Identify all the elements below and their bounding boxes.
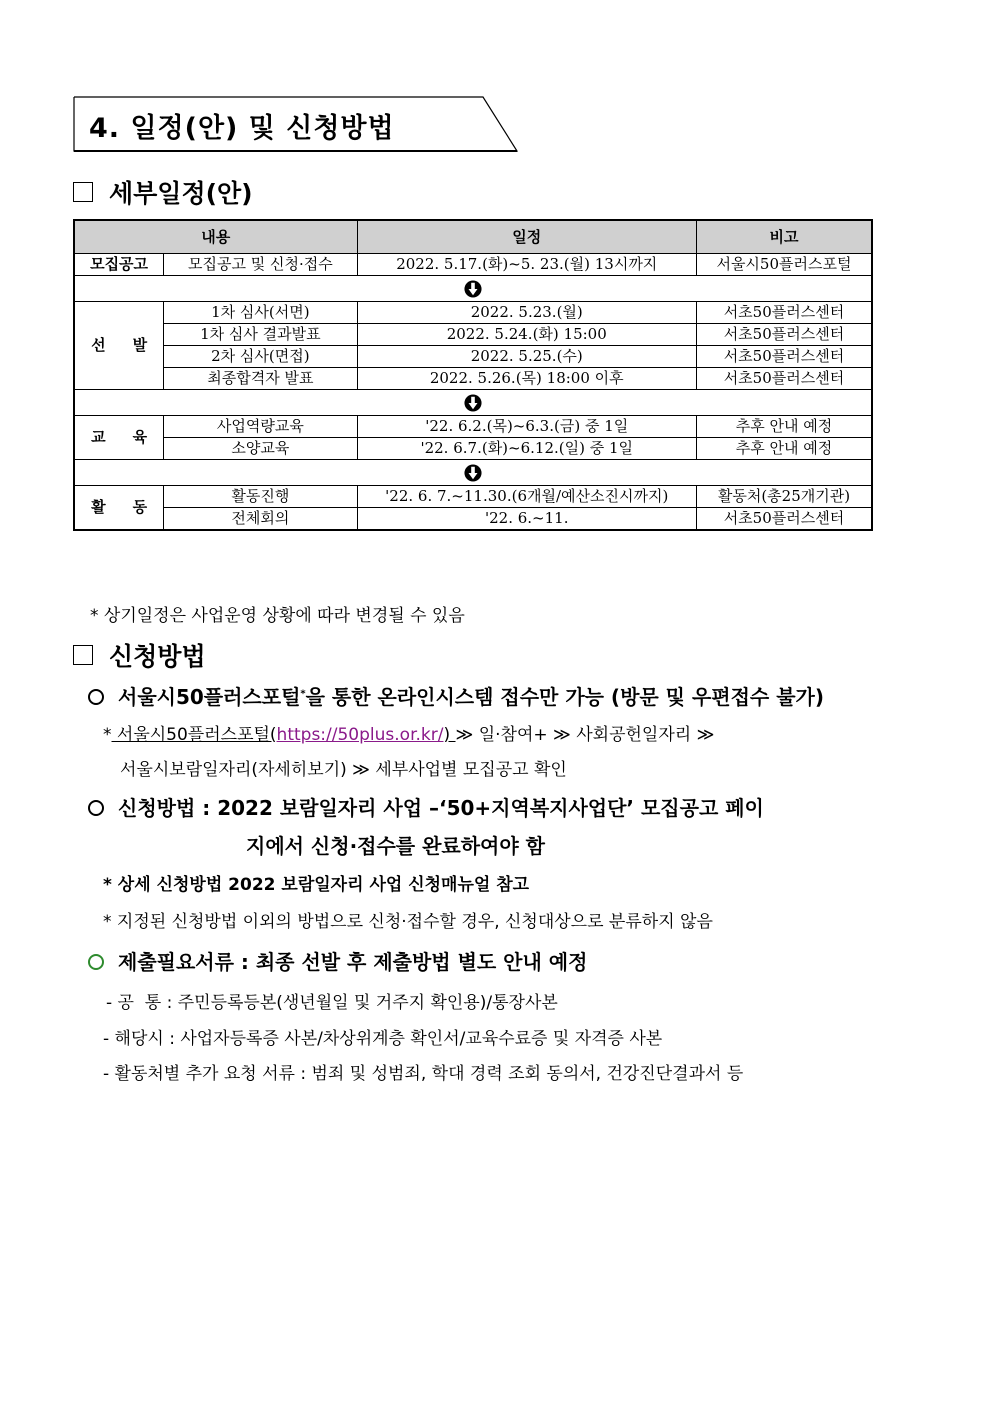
row-note: 서울시50플러스포털 bbox=[696, 254, 872, 276]
section-title: 4. 일정(안) 및 신청방법 bbox=[89, 113, 395, 144]
circle-bullet-icon bbox=[88, 689, 104, 705]
row-note: 추후 안내 예정 bbox=[696, 416, 872, 438]
table-row bbox=[74, 302, 872, 324]
row-date: '22. 6.~11. bbox=[357, 508, 696, 531]
bullet-application-method: 신청방법 : 2022 보람일자리 사업 –‘50+지역복지사업단’ 모집공고 페이 bbox=[88, 792, 764, 821]
table-row bbox=[74, 438, 872, 460]
category-selection: 선 발 bbox=[74, 302, 164, 390]
row-date: 2022. 5.23.(월) bbox=[357, 302, 696, 324]
row-date: 2022. 5.24.(화) 15:00 bbox=[357, 324, 696, 346]
arrow-row bbox=[74, 276, 872, 302]
down-arrow-circle-icon bbox=[464, 280, 482, 298]
application-heading-text: 신청방법 bbox=[109, 642, 206, 671]
document-item-extra: - 활동처별 추가 요청 서류 : 범죄 및 성범죄, 학대 경력 조회 동의서, 건강진단결과서 등 bbox=[103, 1064, 744, 1084]
row-item: 1차 심사(서면) bbox=[164, 302, 357, 324]
row-note: 서초50플러스센터 bbox=[696, 508, 872, 531]
schedule-footnote: * 상기일정은 사업운영 상황에 따라 변경될 수 있음 bbox=[90, 606, 465, 626]
portal-name: 서울시50플러스포털( bbox=[111, 725, 277, 745]
bullet-online-only: 서울시50플러스포털*을 통한 온라인시스템 접수만 가능 (방문 및 우편접수 불가) bbox=[88, 681, 824, 710]
arrow-cell bbox=[74, 276, 872, 302]
row-item: 소양교육 bbox=[164, 438, 357, 460]
row-item: 2차 심사(면접) bbox=[164, 346, 357, 368]
row-item: 모집공고 및 신청·접수 bbox=[164, 254, 357, 276]
schedule-table bbox=[73, 219, 873, 531]
table-row bbox=[74, 324, 872, 346]
table-row bbox=[74, 346, 872, 368]
row-date: 2022. 5.25.(수) bbox=[357, 346, 696, 368]
checkbox-square-icon bbox=[73, 645, 93, 665]
column-header-schedule: 일정 bbox=[357, 220, 696, 254]
arrow-row bbox=[74, 390, 872, 416]
checkbox-square-icon bbox=[73, 182, 93, 202]
row-date: 2022. 5.26.(목) 18:00 이후 bbox=[357, 368, 696, 390]
column-header-content: 내용 bbox=[74, 220, 357, 254]
application-heading bbox=[73, 637, 206, 673]
circle-bullet-icon bbox=[88, 800, 104, 816]
table-header-row bbox=[74, 220, 872, 254]
row-date: '22. 6.2.(목)~6.3.(금) 중 1일 bbox=[357, 416, 696, 438]
portal-path-note-2: 서울시보람일자리(자세히보기) ≫ 세부사업별 모집공고 확인 bbox=[120, 760, 567, 780]
down-arrow-circle-icon bbox=[464, 464, 482, 482]
row-item: 사업역량교육 bbox=[164, 416, 357, 438]
row-note: 서초50플러스센터 bbox=[696, 302, 872, 324]
bullet-application-method-cont: 지에서 신청·접수를 완료하여야 함 bbox=[246, 834, 545, 858]
portal-link[interactable]: https://50plus.or.kr/ bbox=[276, 725, 444, 745]
arrow-cell bbox=[74, 390, 872, 416]
arrow-row bbox=[74, 460, 872, 486]
bullet-required-documents: 제출필요서류 : 최종 선발 후 제출방법 별도 안내 예정 bbox=[88, 946, 587, 975]
table-row bbox=[74, 486, 872, 508]
row-date: '22. 6. 7.~11.30.(6개월/예산소진시까지) bbox=[357, 486, 696, 508]
row-date: '22. 6.7.(화)~6.12.(일) 중 1일 bbox=[357, 438, 696, 460]
manual-reference-note: * 상세 신청방법 2022 보람일자리 사업 신청매뉴얼 참고 bbox=[103, 875, 530, 895]
schedule-heading-text: 세부일정(안) bbox=[109, 179, 253, 208]
document-item-conditional: - 해당시 : 사업자등록증 사본/차상위계층 확인서/교육수료증 및 자격증 사본 bbox=[103, 1029, 663, 1049]
table-row bbox=[74, 254, 872, 276]
row-note: 서초50플러스센터 bbox=[696, 324, 872, 346]
green-circle-bullet-icon bbox=[88, 954, 104, 970]
table-row bbox=[74, 508, 872, 531]
schedule-heading bbox=[73, 174, 253, 210]
row-note: 추후 안내 예정 bbox=[696, 438, 872, 460]
portal-path-note: * 서울시50플러스포털(https://50plus.or.kr/) ≫ 일·참여+ ≫ 사회공헌일자리 ≫ bbox=[103, 725, 715, 745]
column-header-note: 비고 bbox=[696, 220, 872, 254]
row-item: 1차 심사 결과발표 bbox=[164, 324, 357, 346]
method-warning-note: * 지정된 신청방법 이외의 방법으로 신청·접수할 경우, 신청대상으로 분류하지 않음 bbox=[103, 912, 713, 932]
down-arrow-circle-icon bbox=[464, 394, 482, 412]
portal-path: ≫ 일·참여+ ≫ 사회공헌일자리 ≫ bbox=[455, 725, 715, 745]
arrow-cell bbox=[74, 460, 872, 486]
row-note: 활동처(총25개기관) bbox=[696, 486, 872, 508]
row-note: 서초50플러스센터 bbox=[696, 346, 872, 368]
category-education: 교 육 bbox=[74, 416, 164, 460]
row-date: 2022. 5.17.(화)~5. 23.(월) 13시까지 bbox=[357, 254, 696, 276]
row-note: 서초50플러스센터 bbox=[696, 368, 872, 390]
table-row bbox=[74, 368, 872, 390]
section-header bbox=[73, 96, 518, 152]
row-item: 활동진행 bbox=[164, 486, 357, 508]
row-item: 전체회의 bbox=[164, 508, 357, 531]
row-item: 최종합격자 발표 bbox=[164, 368, 357, 390]
category-recruit: 모집공고 bbox=[74, 254, 164, 276]
document-item-common: - 공 통 : 주민등록등본(생년월일 및 거주지 확인용)/통장사본 bbox=[106, 993, 558, 1013]
category-activity: 활 동 bbox=[74, 486, 164, 531]
table-row bbox=[74, 416, 872, 438]
